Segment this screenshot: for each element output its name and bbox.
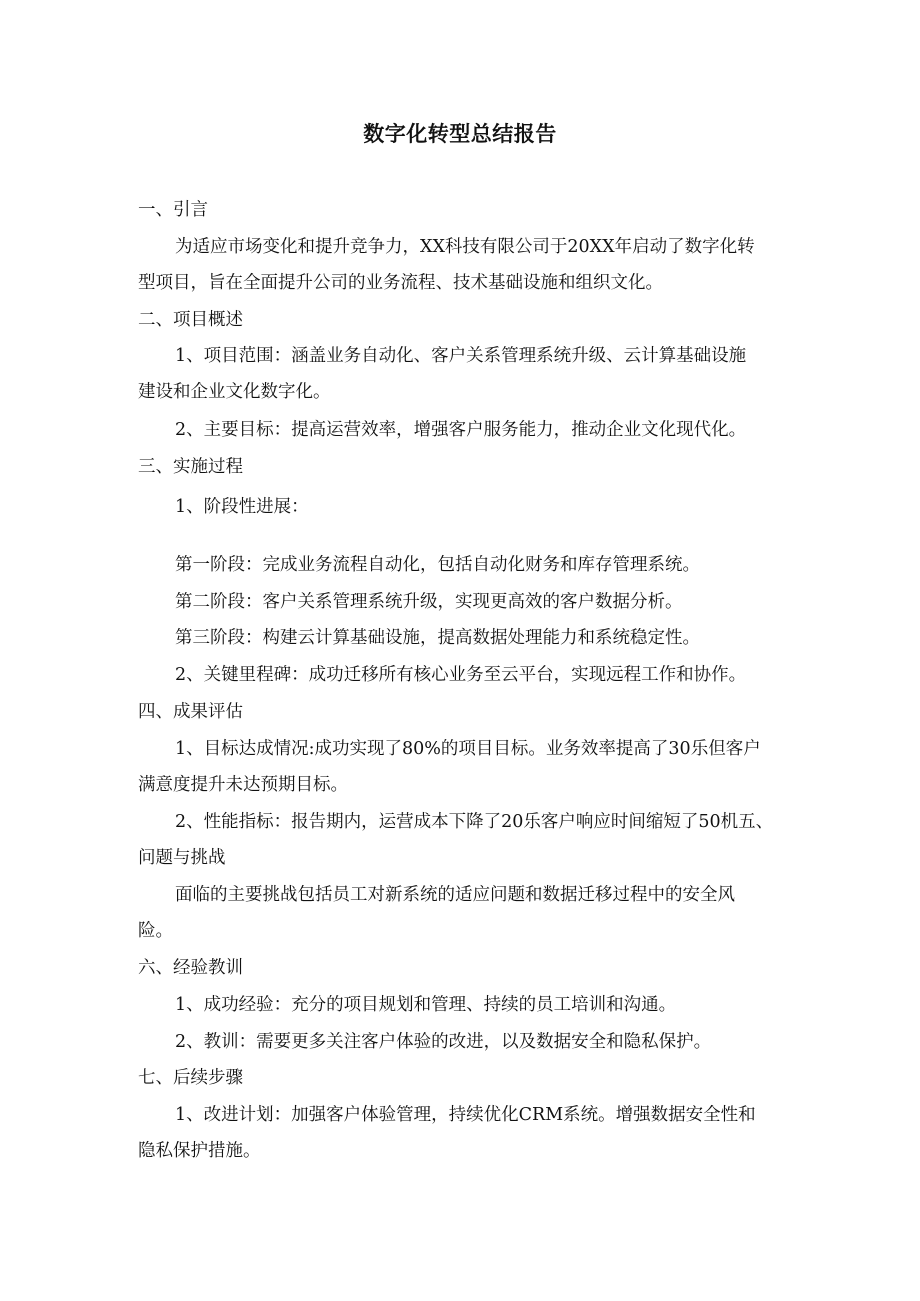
- paragraph-line: 险。: [138, 921, 173, 941]
- list-item-line: 1、改进计划：加强客户体验管理，持续优化CRM系统。增强数据安全性和: [175, 1105, 756, 1125]
- list-item-line: 2、性能指标：报告期内，运营成本下降了20乐客户响应时间缩短了50机五、: [175, 812, 774, 832]
- section-heading-results: 四、成果评估: [138, 702, 243, 722]
- list-item: 2、关键里程碑：成功迁移所有核心业务至云平台，实现远程工作和协作。: [175, 665, 747, 685]
- stage-item: 第一阶段：完成业务流程自动化，包括自动化财务和库存管理系统。: [175, 555, 700, 575]
- list-item-line: 隐私保护措施。: [138, 1141, 261, 1161]
- stage-item: 第三阶段：构建云计算基础设施，提高数据处理能力和系统稳定性。: [175, 628, 700, 648]
- list-item: 1、成功经验：充分的项目规划和管理、持续的员工培训和沟通。: [175, 995, 677, 1015]
- list-item-line: 1、项目范围：涵盖业务自动化、客户关系管理系统升级、云计算基础设施: [175, 346, 747, 366]
- section-heading-implementation: 三、实施过程: [138, 457, 243, 477]
- section-heading-next-steps: 七、后续步骤: [138, 1068, 243, 1088]
- section-heading-overview: 二、项目概述: [138, 310, 243, 330]
- stage-item: 第二阶段：客户关系管理系统升级，实现更高效的客户数据分析。: [175, 592, 683, 612]
- list-item: 2、教训：需要更多关注客户体验的改进，以及数据安全和隐私保护。: [175, 1032, 712, 1052]
- paragraph-line: 面临的主要挑战包括员工对新系统的适应问题和数据迁移过程中的安全风: [175, 885, 735, 905]
- list-item-line: 问题与挑战: [138, 848, 226, 868]
- list-item-line: 满意度提升未达预期目标。: [138, 775, 348, 795]
- list-item: 1、阶段性进展：: [175, 497, 309, 517]
- list-item-line: 1、目标达成情况:成功实现了80%的项目目标。业务效率提高了30乐但客户: [175, 739, 761, 759]
- document-title: 数字化转型总结报告: [363, 122, 557, 146]
- section-heading-introduction: 一、引言: [138, 200, 208, 220]
- paragraph-line: 为适应市场变化和提升竞争力，XX科技有限公司于20XX年启动了数字化转: [175, 237, 755, 257]
- paragraph-line: 型项目，旨在全面提升公司的业务流程、技术基础设施和组织文化。: [138, 273, 663, 293]
- list-item-line: 建设和企业文化数字化。: [138, 382, 331, 402]
- list-item: 2、主要目标：提高运营效率，增强客户服务能力，推动企业文化现代化。: [175, 420, 747, 440]
- section-heading-lessons: 六、经验教训: [138, 958, 243, 978]
